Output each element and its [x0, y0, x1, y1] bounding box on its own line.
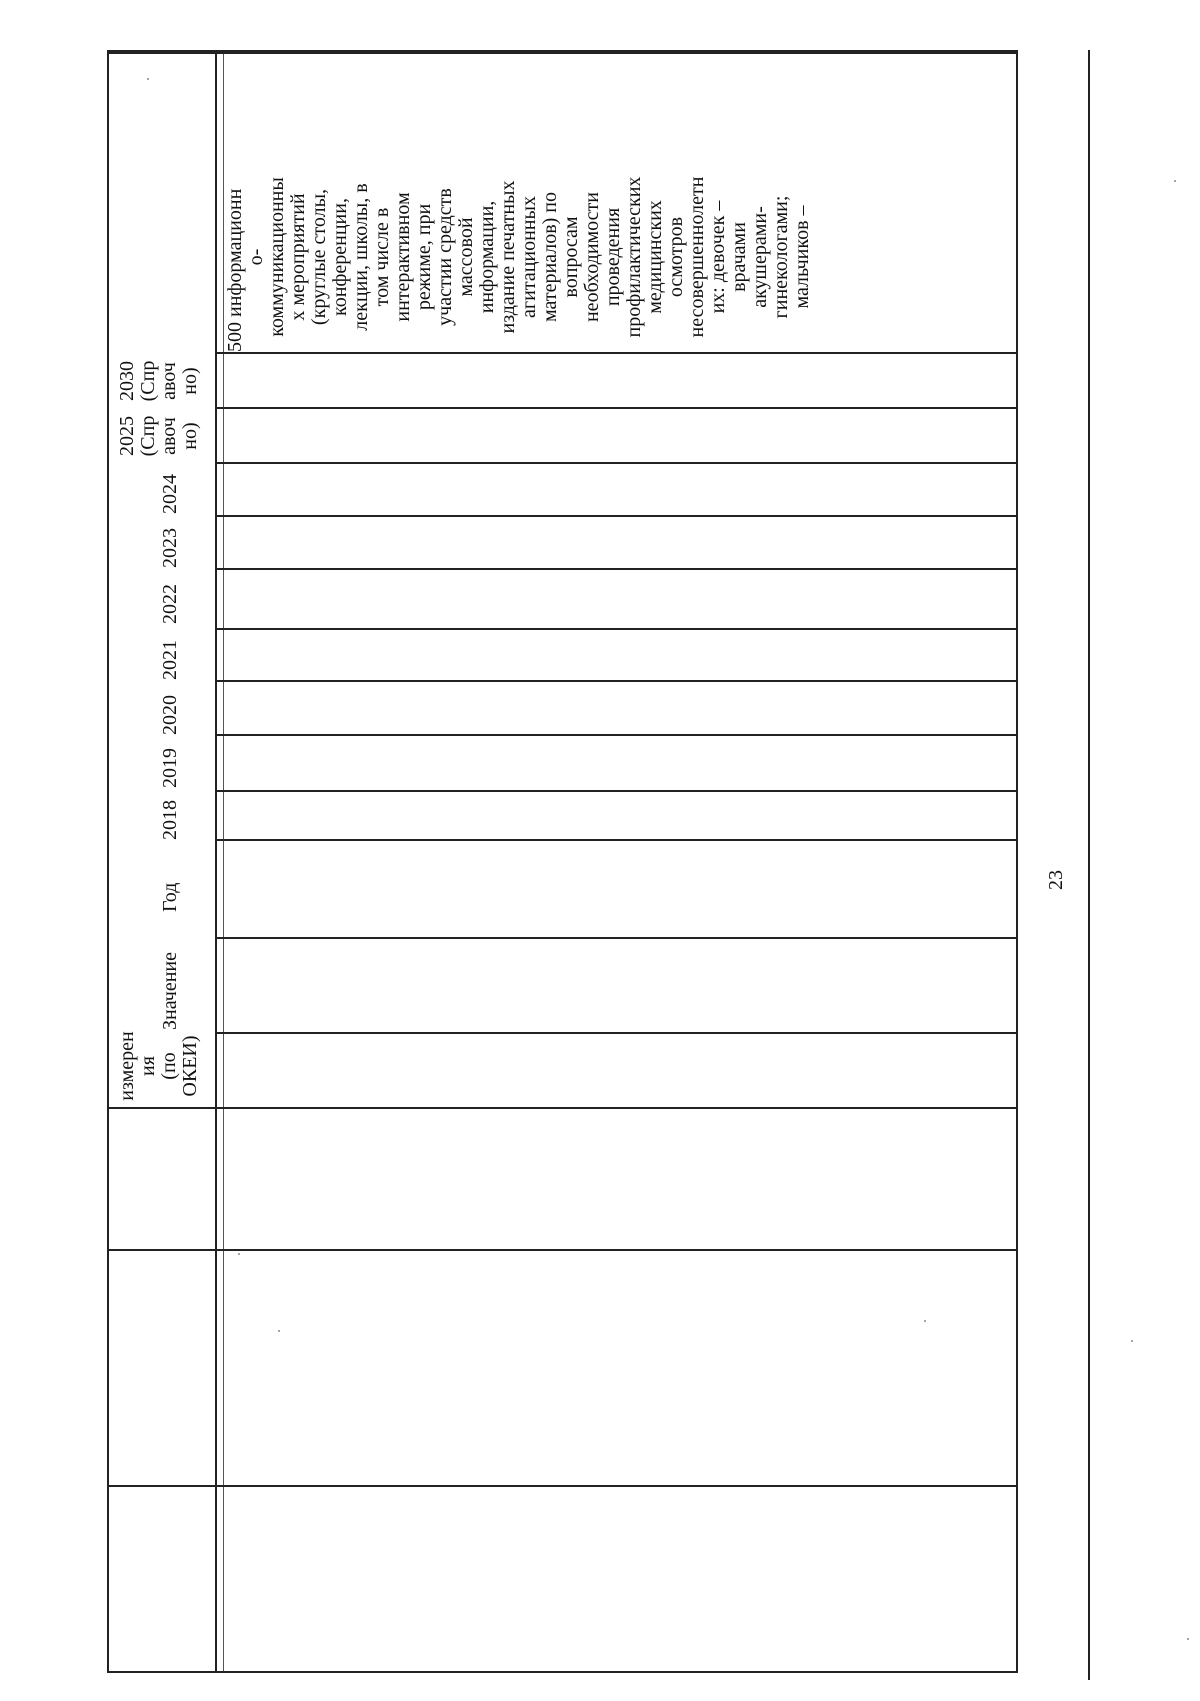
header-value: Значение [159, 951, 181, 1030]
result-line: материалов) по [539, 191, 561, 323]
result-line: медицинских [644, 200, 666, 314]
header-unit-line: ия [137, 1056, 159, 1076]
row-divider [215, 515, 1018, 517]
header-year-2018: 2018 [159, 800, 181, 840]
result-line: мальчиков – [791, 205, 813, 309]
result-line: интерактивном [392, 192, 414, 322]
result-line: осмотров [665, 216, 687, 298]
header-unit-line: ОКЕИ) [179, 1035, 201, 1097]
result-line: вопросам [560, 216, 582, 298]
result-line: акушерами- [749, 206, 771, 308]
scan-speck [238, 1253, 240, 1255]
result-line: лекции, школы, в [350, 183, 372, 331]
result-line: необходимости [581, 192, 603, 323]
row-divider [215, 628, 1018, 630]
row-divider [215, 568, 1018, 570]
scan-speck [1131, 1340, 1133, 1342]
result-line: агитационных [518, 196, 540, 318]
header-year-2023: 2023 [159, 528, 181, 568]
header-year-2025 [117, 410, 201, 462]
header-unit-line: (по [158, 1052, 180, 1080]
result-line: том числе в [371, 207, 393, 307]
row-divider [215, 937, 1018, 939]
header-2030-line: авоч [158, 362, 180, 400]
page-number: 23 [1045, 870, 1067, 890]
result-line: режиме, при [413, 203, 435, 311]
header-2025-line: авоч [158, 417, 180, 455]
result-line: издание печатных [497, 180, 519, 334]
header-year-2019: 2019 [159, 748, 181, 788]
row-divider [215, 680, 1018, 682]
row-divider [215, 734, 1018, 736]
result-line: их: девочек – [707, 200, 729, 314]
scan-speck [924, 1320, 926, 1322]
result-line: гинекологами; [770, 195, 792, 319]
header-2025-line: (Спр [137, 415, 159, 457]
result-line: коммуникационны [266, 177, 288, 337]
row-divider [109, 52, 1018, 54]
column-divider [215, 52, 217, 1672]
header-2030-line: 2030 [116, 361, 138, 401]
result-line: (круглые столы, [308, 188, 330, 326]
header-2025-line: но) [179, 422, 201, 450]
result-line: х мероприятий [287, 193, 309, 321]
row-divider [215, 839, 1018, 841]
row-divider [215, 462, 1018, 464]
result-description [225, 162, 813, 352]
header-year-2020: 2020 [159, 695, 181, 735]
result-line: информации, [476, 200, 498, 314]
scan-speck [1174, 180, 1176, 182]
result-line: несовершеннолетн [686, 176, 708, 338]
header-year: Год [159, 882, 181, 912]
result-line: массовой [455, 217, 477, 297]
row-divider [215, 407, 1018, 409]
result-line: участии средств [434, 188, 456, 326]
header-unit-line: измерен [116, 1031, 138, 1101]
scan-speck [1187, 1638, 1189, 1640]
header-2025-line: 2025 [116, 416, 138, 456]
header-year-2022: 2022 [159, 584, 181, 624]
header-year-2021: 2021 [159, 640, 181, 680]
result-line: проведения [602, 207, 624, 307]
row-divider [215, 790, 1018, 792]
result-line: 500 информационн [224, 188, 246, 352]
page-edge-rule [1088, 50, 1090, 1680]
result-line: врачами [728, 222, 750, 292]
row-divider [109, 1107, 1018, 1109]
result-line: о- [245, 248, 267, 266]
header-2030-line: (Спр [137, 360, 159, 402]
row-divider [215, 352, 1018, 354]
row-divider [109, 1249, 1018, 1251]
header-2030-line: но) [179, 367, 201, 395]
header-year-2030 [117, 355, 201, 407]
header-unit-measure [117, 1025, 201, 1107]
scan-speck [147, 78, 149, 80]
row-divider [215, 1032, 1018, 1034]
scan-speck [278, 1330, 280, 1332]
header-year-2024: 2024 [159, 474, 181, 514]
result-line: конференции, [329, 198, 351, 316]
row-divider [109, 1485, 1018, 1487]
result-line: профилактических [623, 176, 645, 338]
